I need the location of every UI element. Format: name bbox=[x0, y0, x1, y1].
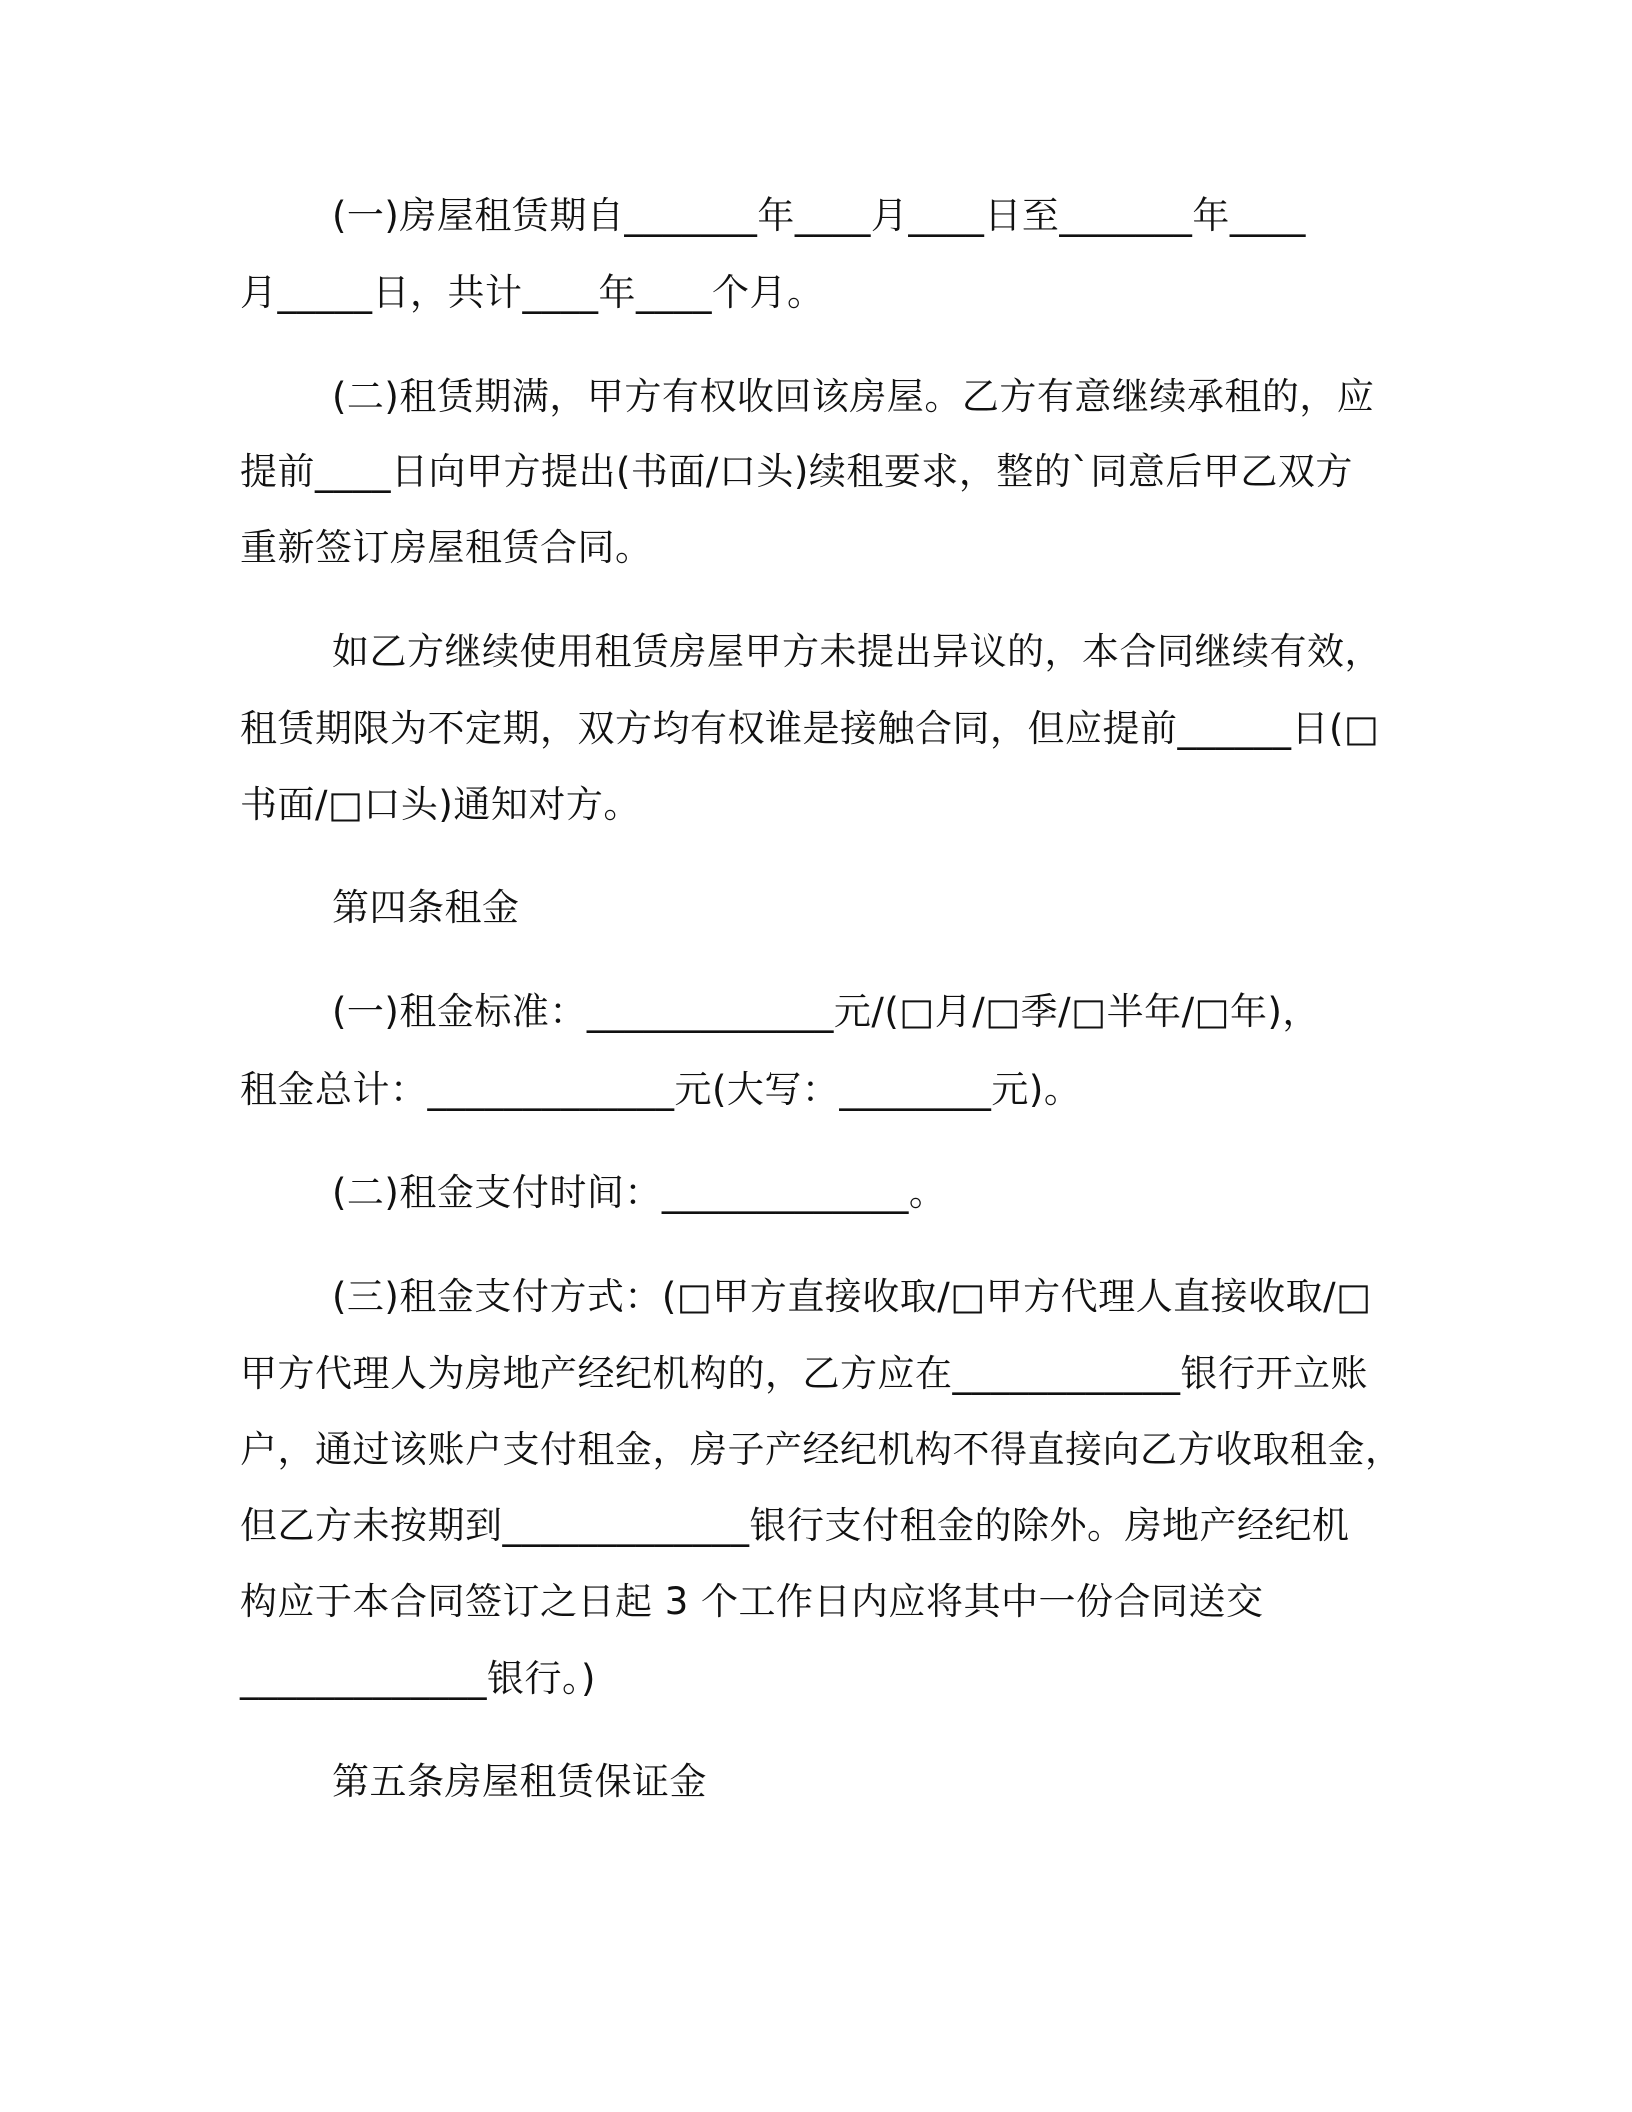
clause-3-1-line-2: 月_____日，共计____年____个月。 bbox=[240, 271, 825, 314]
clause-3-2-line-2: 提前____日向甲方提出(书面/口头)续租要求，整的`同意后甲乙双方 bbox=[240, 450, 1353, 493]
clause-4-2-line-1: (二)租金支付时间：_____________。 bbox=[332, 1171, 947, 1214]
clause-3-note-line-1: 如乙方继续使用租赁房屋甲方未提出异议的，本合同继续有效， bbox=[332, 630, 1382, 673]
clause-3-1-line-1: (一)房屋租赁期自_______年____月____日至_______年____ bbox=[332, 194, 1306, 237]
clause-4-3-line-6: _____________银行。) bbox=[240, 1657, 596, 1700]
article-5-heading: 第五条房屋租赁保证金 bbox=[332, 1760, 707, 1803]
clause-3-2-line-3: 重新签订房屋租赁合同。 bbox=[240, 526, 653, 569]
clause-4-3-line-1: (三)租金支付方式：(□甲方直接收取/□甲方代理人直接收取/□ bbox=[332, 1275, 1372, 1318]
clause-3-note-line-2: 租赁期限为不定期，双方均有权谁是接触合同，但应提前______日(□ bbox=[240, 707, 1380, 750]
clause-4-1-line-1: (一)租金标准：_____________元/(□月/□季/□半年/□年)， bbox=[332, 990, 1320, 1033]
clause-4-3-line-2: 甲方代理人为房地产经纪机构的，乙方应在____________银行开立账 bbox=[240, 1352, 1368, 1395]
clause-3-note-line-3: 书面/□口头)通知对方。 bbox=[240, 783, 641, 826]
clause-4-3-line-5: 构应于本合同签订之日起 3 个工作日内应将其中一份合同送交 bbox=[240, 1580, 1264, 1623]
clause-4-3-line-3: 户，通过该账户支付租金，房子产经纪机构不得直接向乙方收取租金， bbox=[240, 1428, 1403, 1471]
article-4-heading: 第四条租金 bbox=[332, 886, 520, 929]
clause-4-3-line-4: 但乙方未按期到_____________银行支付租金的除外。房地产经纪机 bbox=[240, 1504, 1350, 1547]
clause-3-2-line-1: (二)租赁期满，甲方有权收回该房屋。乙方有意继续承租的，应 bbox=[332, 375, 1375, 418]
clause-4-1-line-2: 租金总计：_____________元(大写：________元)。 bbox=[240, 1068, 1082, 1111]
